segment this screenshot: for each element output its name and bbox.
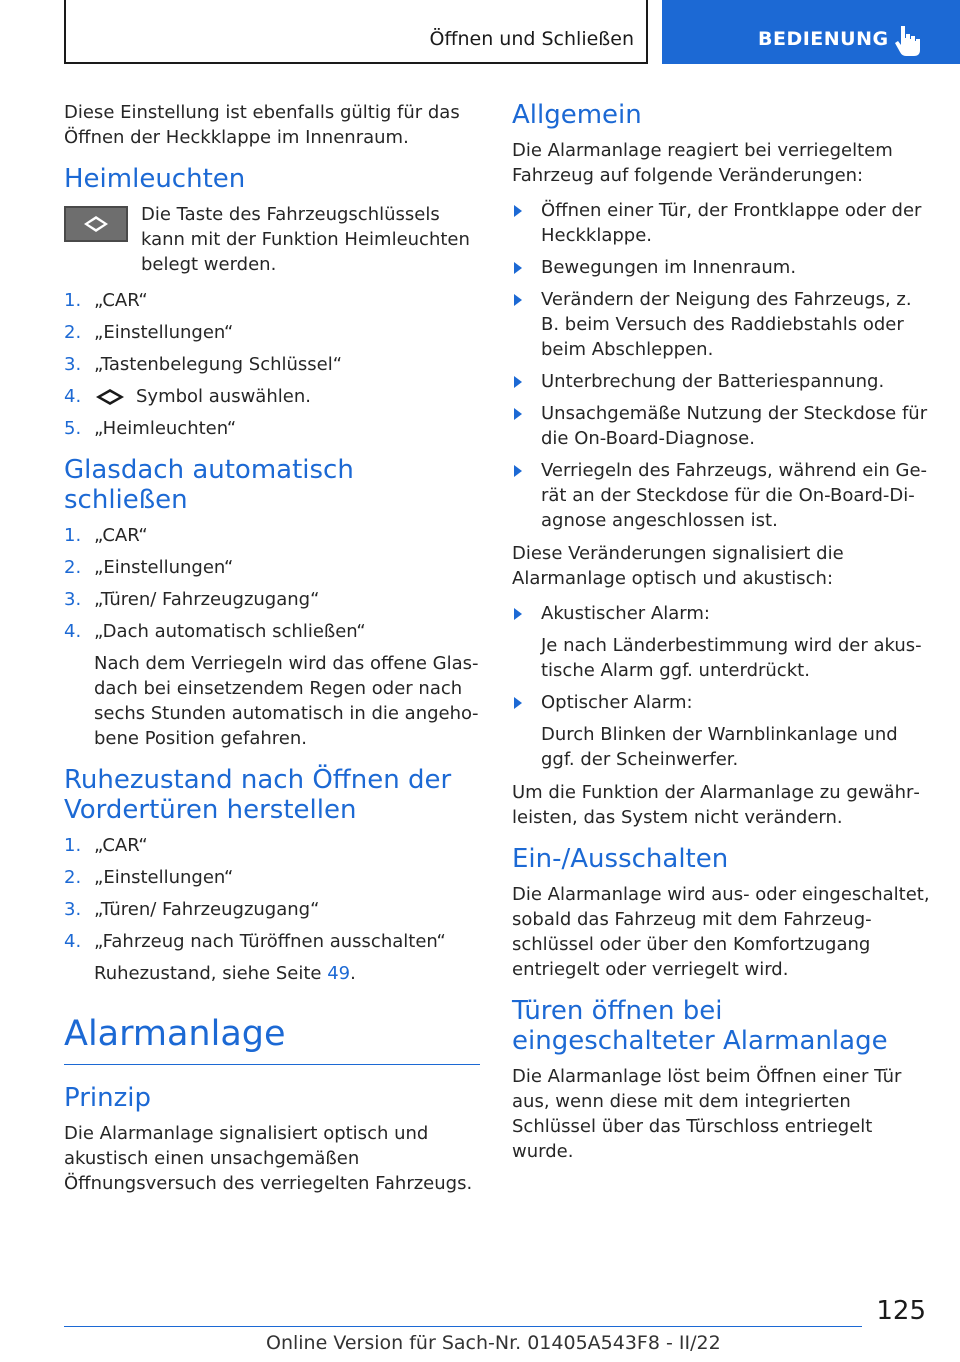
signal-text: Diese Veränderungen signalisiert die Alarmanlage optisch und akustisch: (512, 543, 844, 589)
list-item: 5. „Heimleuchten“ (64, 418, 237, 439)
key-button-icon (64, 206, 128, 242)
einaus-text: Die Alarmanlage wird aus- oder eingeschaltet, sobald das Fahrzeug mit dem Fahrzeugschlüssel oder über den Komfortzugang entriegelt oder verriegelt wird. (512, 884, 930, 980)
alarm-type-list (512, 601, 930, 772)
list-item: Unsachgemäße Nutzung der Steckdose für die On-Board-Diagnose. (512, 401, 930, 451)
list-item: 2. „Einstellungen“ (64, 322, 234, 343)
heading-divider (64, 1064, 480, 1065)
left-column (64, 100, 480, 1206)
heimleuchten-heading: Heimleuchten (64, 164, 246, 194)
list-item: 4. Symbol auswählen. (64, 386, 311, 407)
prinzip-text: Die Alarmanlage signalisiert optisch und akustisch einen unsachgemäßen Öffnungsversuch des verriegelten Fahrzeugs. (64, 1123, 473, 1194)
prinzip-heading: Prinzip (64, 1083, 151, 1113)
right-column (512, 100, 930, 1174)
list-item: 4. „Dach automatisch schließen“ Nach dem Verriegeln wird das offene Glasdach bei einsetzendem Regen oder nach sechs Stunden automatisch in die angehobene Position gefahren. (64, 621, 479, 749)
heimleuchten-text: Die Taste des Fahrzeugschlüssels kann mit der Funktion Heimleuchten belegt werden. (141, 204, 470, 275)
list-item: Akustischer Alarm: Je nach Länderbestimmung wird der akustische Alarm ggf. unterdrückt. (512, 601, 930, 683)
header-section-title: Öffnen und Schließen (429, 28, 634, 50)
list-item: 3. „Tastenbelegung Schlüssel“ (64, 354, 343, 375)
page-number: 125 (876, 1296, 926, 1326)
header-section-box (64, 0, 648, 64)
key-symbol-icon (94, 388, 126, 406)
tueren-text: Die Alarmanlage löst beim Öffnen einer Tür aus, wenn diese mit dem integrierten Schlüssel über das Türschloss entriegelt wurde. (512, 1066, 902, 1162)
glasdach-heading: Glasdach automatisch schließen (64, 455, 354, 515)
alarmanlage-heading: Alarmanlage (64, 1014, 286, 1054)
key-info-block (64, 202, 480, 280)
heimleuchten-steps (64, 288, 480, 441)
list-item: Unterbrechung der Batteriespannung. (512, 369, 930, 394)
list-item: Verändern der Neigung des Fahrzeugs, z. B. beim Versuch des Raddiebstahls oder beim Abschleppen. (512, 287, 930, 362)
header-chapter-tab (662, 0, 960, 64)
change-list (512, 198, 930, 533)
list-item: Optischer Alarm: Durch Blinken der Warnblinkanlage und ggf. der Scheinwerfer. (512, 690, 930, 772)
footer-version-text: Online Version für Sach-Nr. 01405A543F8 - II/22 (266, 1332, 721, 1354)
list-item: 2. „Einstellungen“ (64, 867, 234, 888)
intro-paragraph: Diese Einstellung ist ebenfalls gültig für das Öffnen der Heckklappe im Innenraum. (64, 102, 460, 148)
pointing-hand-icon (892, 24, 924, 58)
ruhezustand-heading: Ruhezustand nach Öffnen der Vordertüren herstellen (64, 765, 452, 825)
list-item: Bewegungen im Innenraum. (512, 255, 930, 280)
allgemein-intro: Die Alarmanlage reagiert bei verriegeltem Fahrzeug auf folgende Veränderungen: (512, 140, 893, 186)
list-item: 3. „Türen/ Fahrzeugzugang“ (64, 589, 320, 610)
header-chapter-title: BEDIENUNG (758, 28, 889, 50)
list-item: 1. „CAR“ (64, 835, 148, 856)
footer-divider (64, 1326, 862, 1327)
list-item: 4. „Fahrzeug nach Türöffnen ausschalten“ Ruhezustand, siehe Seite 49. (64, 931, 446, 984)
list-item: Öffnen einer Tür, der Frontklappe oder der Heckklappe. (512, 198, 930, 248)
tueren-heading: Türen öffnen bei eingeschalteter Alarmanlage (512, 996, 888, 1056)
glasdach-steps (64, 523, 480, 751)
list-item: 1. „CAR“ (64, 525, 148, 546)
allgemein-heading: Allgemein (512, 100, 642, 130)
list-item: 3. „Türen/ Fahrzeugzugang“ (64, 899, 320, 920)
ruhezustand-steps (64, 833, 480, 986)
einaus-heading: Ein-/Ausschalten (512, 844, 729, 874)
allgemein-outro: Um die Funktion der Alarmanlage zu gewährleisten, das System nicht verändern. (512, 782, 920, 828)
list-item: 2. „Einstellungen“ (64, 557, 234, 578)
list-item: 1. „CAR“ (64, 290, 148, 311)
page-reference-link[interactable]: 49 (327, 963, 351, 984)
list-item: Verriegeln des Fahrzeugs, während ein Gerät an der Steckdose für die On-Board-Diagnose angeschlossen ist. (512, 458, 930, 533)
